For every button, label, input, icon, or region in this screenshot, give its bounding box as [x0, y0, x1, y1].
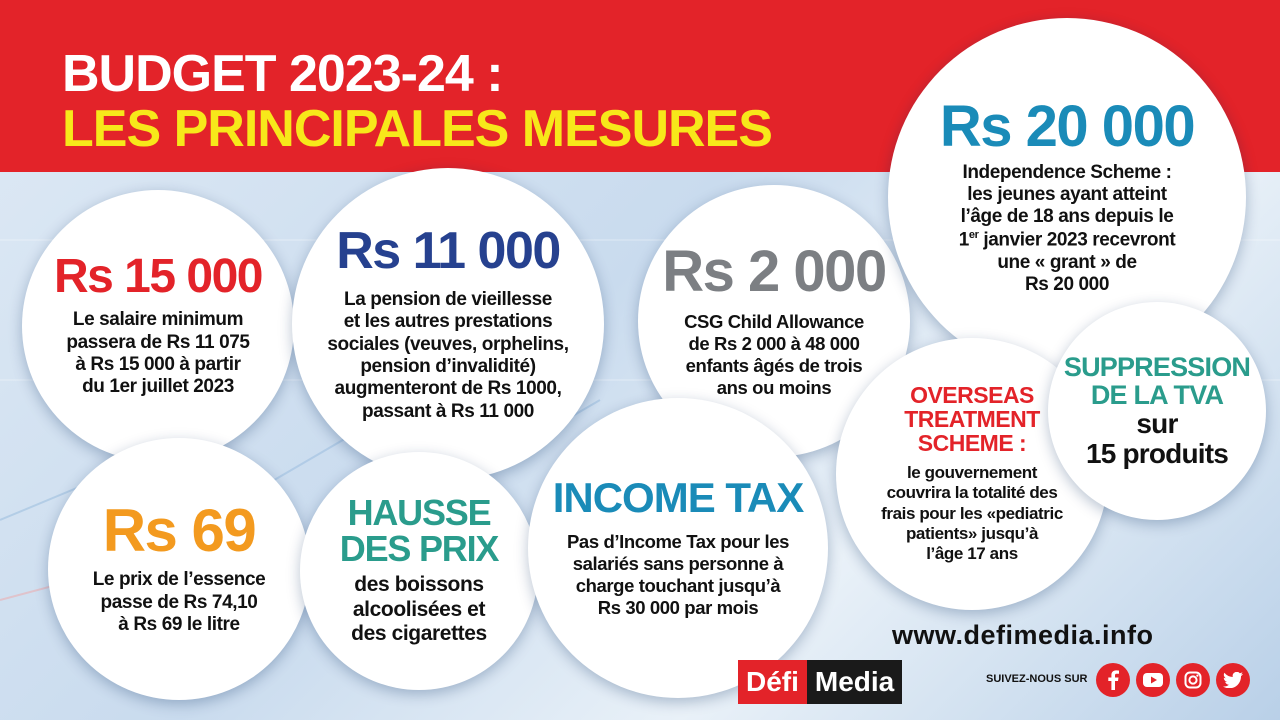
minimum-wage-circle	[22, 190, 294, 462]
title-line-2: LES PRINCIPALES MESURES	[62, 100, 772, 158]
petrol-circle	[48, 438, 310, 700]
pension-circle	[292, 168, 604, 480]
minimum-wage-text: Le salaire minimum passera de Rs 11 075 à Rs 15 000 à partir du 1er juillet 2023	[66, 309, 250, 398]
csg-child-amount: Rs 2 000	[662, 239, 886, 305]
independence-text: Independence Scheme : les jeunes ayant atteint l’âge de 18 ans depuis le 1er janvier 2023 recevront une « grant » de Rs 20 000	[958, 161, 1176, 295]
defi-media-logo[interactable]	[738, 660, 902, 704]
csg-child-text: CSG Child Allowance de Rs 2 000 à 48 000 enfants âgés de trois ans ou moins	[684, 311, 864, 398]
income-tax-heading: INCOME TAX	[552, 474, 804, 522]
youtube-icon[interactable]	[1136, 663, 1170, 697]
independence-amount: Rs 20 000	[939, 93, 1195, 159]
pension-amount: Rs 11 000	[336, 221, 560, 280]
website-link[interactable]: www.defimedia.info	[892, 620, 1154, 650]
logo-part-media: Media	[807, 660, 902, 704]
vat-text: sur 15 produits	[1085, 408, 1229, 469]
price-increase-heading: HAUSSE DES PRIX	[339, 491, 499, 569]
overseas-text: le gouvernement couvrira la totalité des frais pour les «pediatric patients» jusqu’à l’âge 17 ans	[881, 463, 1063, 563]
follow-us-label: SUIVEZ-NOUS SUR	[986, 673, 1088, 685]
price-increase-text: des boissons alcoolisées et des cigarettes	[351, 572, 487, 646]
minimum-wage-amount: Rs 15 000	[53, 250, 262, 304]
petrol-text: Le prix de l’essence passe de Rs 74,10 à Rs 69 le litre	[92, 569, 266, 636]
facebook-icon[interactable]	[1096, 663, 1130, 697]
income-tax-text: Pas d’Income Tax pour les salariés sans personne à charge touchant jusqu’à Rs 30 000 par mois	[566, 531, 789, 618]
title-line-1: BUDGET 2023-24 :	[62, 45, 503, 103]
logo-part-defi: Défi	[738, 660, 807, 704]
vat-heading: SUPPRESSION DE LA TVA	[1063, 352, 1251, 410]
petrol-amount: Rs 69	[102, 497, 256, 565]
twitter-icon[interactable]	[1216, 663, 1250, 697]
instagram-icon[interactable]	[1176, 663, 1210, 697]
price-increase-circle	[300, 452, 538, 690]
vat-circle	[1048, 302, 1266, 520]
income-tax-circle	[528, 398, 828, 698]
overseas-heading: OVERSEAS TREATMENT SCHEME :	[904, 382, 1040, 456]
pension-text: La pension de vieillesse et les autres prestations sociales (veuves, orphelins, pension d’invalidité) augmenteront de Rs 1000, passant à Rs 11 000	[327, 288, 569, 422]
